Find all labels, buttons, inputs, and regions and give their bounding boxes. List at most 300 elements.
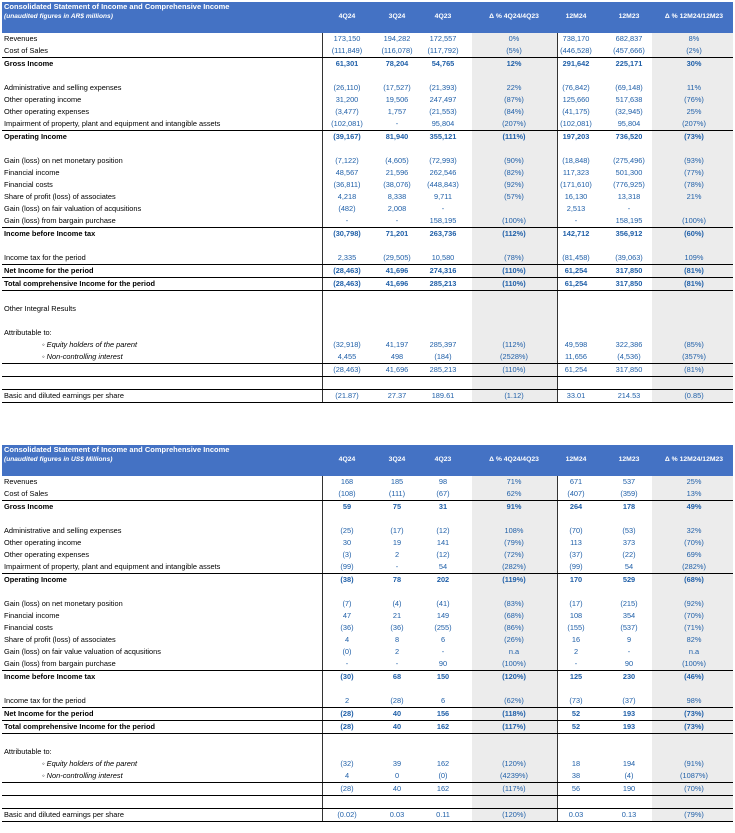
cell-0: (111,849): [331, 46, 363, 55]
cell-2: 54,765: [431, 59, 455, 68]
cell-1: 78,204: [385, 59, 409, 68]
cell-0: 59: [342, 502, 352, 511]
table-row: [2, 658, 733, 670]
cell-2: 95,804: [431, 119, 455, 128]
cell-2: -: [441, 647, 445, 656]
spacer-row: [2, 377, 733, 389]
table-row: [2, 488, 733, 500]
row-label: Net Income for the period: [4, 266, 94, 275]
cell-2: 262,546: [429, 168, 457, 177]
cell-3: (2528%): [500, 352, 528, 361]
cell-0: (28): [340, 709, 354, 718]
cell-6: (100%): [682, 216, 706, 225]
table-row: [2, 82, 733, 94]
cell-2: 158,195: [429, 216, 457, 225]
cell-3: (207%): [502, 119, 526, 128]
row-label: Gain (loss) from bargain purchase: [4, 659, 116, 668]
table-header: [2, 445, 733, 476]
cell-1: 1,757: [387, 107, 407, 116]
cell-2: 31: [438, 502, 448, 511]
row-label: Gross Income: [4, 59, 54, 68]
cell-1: 40: [392, 709, 402, 718]
row-label: ◦ Equity holders of the parent: [42, 340, 138, 349]
row-label: Financial income: [4, 168, 60, 177]
cell-2: (0): [438, 771, 448, 780]
cell-5: -: [627, 647, 631, 656]
cell-4: (99): [569, 562, 583, 571]
cell-5: 190: [622, 784, 636, 793]
cell-4: 38: [571, 771, 581, 780]
cell-4: 108: [569, 611, 583, 620]
cell-3: (119%): [502, 575, 526, 584]
table-row: [2, 500, 733, 513]
cell-4: 738,170: [562, 34, 590, 43]
table-row: [2, 45, 733, 57]
table-row: [2, 561, 733, 573]
cell-4: 117,323: [562, 168, 590, 177]
cell-6: (73%): [684, 722, 704, 731]
cell-1: 21,596: [385, 168, 409, 177]
cell-4: (155): [567, 623, 585, 632]
cell-3: 22%: [506, 83, 522, 92]
row-label: Income before Income tax: [4, 672, 96, 681]
table-row: [2, 598, 733, 610]
row-label: Other operating expenses: [4, 550, 90, 559]
column-header-1: 3Q24: [388, 456, 406, 463]
cell-3: n.a: [508, 647, 520, 656]
cell-6: (70%): [684, 784, 704, 793]
cell-0: (482): [338, 204, 356, 213]
cell-5: 682,837: [615, 34, 643, 43]
cell-5: (39,063): [615, 253, 643, 262]
table-row: [2, 389, 733, 403]
cell-3: (112%): [502, 229, 526, 238]
cell-4: (18,848): [562, 156, 590, 165]
spacer-row: [2, 683, 733, 695]
cell-4: 18: [571, 759, 581, 768]
cell-5: 194: [622, 759, 636, 768]
cell-0: (38): [340, 575, 354, 584]
cell-0: (99): [340, 562, 354, 571]
table-subtitle: (unaudited figures in US$ Millions): [4, 456, 113, 463]
cell-5: 178: [622, 502, 636, 511]
table-row: [2, 327, 733, 339]
row-label: Net Income for the period: [4, 709, 94, 718]
cell-4: 125: [569, 672, 583, 681]
cell-1: -: [395, 119, 399, 128]
cell-1: 39: [392, 759, 402, 768]
cell-1: 0.03: [389, 810, 405, 819]
table-row: [2, 215, 733, 227]
cell-5: 356,912: [615, 229, 643, 238]
cell-6: (70%): [684, 538, 704, 547]
cell-4: (76,842): [562, 83, 590, 92]
cell-1: -: [395, 216, 399, 225]
row-label: Revenues: [4, 34, 38, 43]
table-row: [2, 57, 733, 70]
table-row: [2, 179, 733, 191]
cell-1: 78: [392, 575, 402, 584]
cell-0: -: [345, 216, 349, 225]
cell-3: (86%): [504, 623, 524, 632]
cell-3: (110%): [502, 266, 526, 275]
cell-4: 61,254: [564, 365, 588, 374]
column-header-5: 12M23: [618, 456, 640, 463]
row-label: Financial income: [4, 611, 60, 620]
cell-1: (36): [390, 623, 404, 632]
cell-2: 0.11: [436, 810, 450, 819]
row-label: Cost of Sales: [4, 46, 48, 55]
cell-4: 291,642: [562, 59, 590, 68]
cell-4: -: [574, 659, 578, 668]
cell-0: (28): [340, 784, 354, 793]
cell-3: (120%): [502, 810, 526, 819]
cell-4: 61,254: [564, 266, 588, 275]
cell-2: 355,121: [429, 132, 457, 141]
cell-4: (41,175): [562, 107, 590, 116]
cell-5: 9: [626, 635, 632, 644]
cell-0: (3): [342, 550, 352, 559]
cell-3: (110%): [502, 365, 526, 374]
cell-6: 109%: [684, 253, 704, 262]
cell-2: 98: [438, 477, 448, 486]
row-label: Share of profit (loss) of associates: [4, 192, 116, 201]
cell-3: (92%): [504, 180, 524, 189]
cell-1: (17): [390, 526, 404, 535]
cell-6: (92%): [684, 599, 704, 608]
spacer-row: [2, 143, 733, 155]
row-label: Total comprehensive Income for the period: [4, 279, 155, 288]
cell-5: 230: [622, 672, 636, 681]
cell-5: 517,638: [615, 95, 643, 104]
row-label: ◦ Non-controlling interest: [42, 352, 123, 361]
cell-6: (81%): [684, 279, 704, 288]
cell-5: (69,148): [615, 83, 643, 92]
table-row: [2, 363, 733, 377]
cell-0: 2,335: [337, 253, 357, 262]
cell-4: 56: [571, 784, 581, 793]
cell-1: -: [395, 659, 399, 668]
cell-2: 149: [436, 611, 450, 620]
cell-1: 81,940: [385, 132, 409, 141]
cell-2: (21,553): [429, 107, 457, 116]
cell-6: (85%): [684, 340, 704, 349]
cell-0: (102,081): [331, 119, 363, 128]
cell-6: 25%: [686, 477, 702, 486]
table-row: [2, 264, 733, 277]
row-label: ◦ Non-controlling interest: [42, 771, 123, 780]
cell-6: (91%): [684, 759, 704, 768]
ars-income-statement-table: [2, 2, 733, 403]
cell-1: -: [395, 562, 399, 571]
cell-1: (4,605): [385, 156, 409, 165]
table-row: [2, 94, 733, 106]
cell-6: (71%): [684, 623, 704, 632]
cell-5: (776,925): [613, 180, 645, 189]
cell-6: (68%): [684, 575, 704, 584]
cell-5: 529: [622, 575, 636, 584]
cell-4: 2: [573, 647, 579, 656]
row-label: Basic and diluted earnings per share: [4, 391, 124, 400]
cell-3: (26%): [504, 635, 524, 644]
table-row: [2, 573, 733, 586]
cell-3: (62%): [504, 696, 524, 705]
cell-5: (4): [624, 771, 634, 780]
cell-0: 47: [342, 611, 352, 620]
cell-2: 285,213: [429, 279, 457, 288]
cell-6: (76%): [684, 95, 704, 104]
row-label: Operating Income: [4, 575, 67, 584]
spacer-row: [2, 734, 733, 746]
cell-4: 197,203: [562, 132, 590, 141]
cell-4: 11,656: [564, 352, 588, 361]
cell-6: (81%): [684, 266, 704, 275]
cell-0: (26,110): [333, 83, 361, 92]
cell-1: 19,506: [385, 95, 409, 104]
table-title: Consolidated Statement of Income and Comprehensive Income: [4, 2, 230, 11]
cell-5: 193: [622, 722, 636, 731]
cell-3: (112%): [502, 340, 526, 349]
cell-1: (111): [388, 489, 406, 498]
cell-5: (32,945): [615, 107, 643, 116]
cell-5: 225,171: [615, 59, 643, 68]
cell-3: 62%: [506, 489, 522, 498]
cell-3: (120%): [502, 672, 526, 681]
cell-1: 75: [392, 502, 402, 511]
cell-2: 202: [436, 575, 450, 584]
cell-5: 322,386: [615, 340, 643, 349]
cell-1: 71,201: [385, 229, 409, 238]
cell-4: 264: [569, 502, 583, 511]
cell-0: (0.02): [337, 810, 357, 819]
cell-5: 158,195: [615, 216, 643, 225]
cell-6: 11%: [686, 83, 702, 92]
cell-2: 189.61: [431, 391, 455, 400]
cell-0: (108): [338, 489, 356, 498]
cell-6: (100%): [682, 659, 706, 668]
cell-4: 125,660: [562, 95, 590, 104]
table-body: [2, 476, 733, 822]
cell-1: 27.37: [387, 391, 407, 400]
row-label: Operating Income: [4, 132, 67, 141]
spacer-row: [2, 291, 733, 303]
cell-0: (28,463): [333, 266, 361, 275]
cell-3: (117%): [502, 722, 526, 731]
cell-3: (72%): [504, 550, 524, 559]
cell-5: (22): [622, 550, 636, 559]
cell-4: (73): [569, 696, 583, 705]
column-header-2: 4Q23: [434, 13, 452, 20]
cell-4: (102,081): [560, 119, 592, 128]
row-label: Total comprehensive Income for the period: [4, 722, 155, 731]
cell-4: 61,254: [564, 279, 588, 288]
column-header-0: 4Q24: [338, 13, 356, 20]
table-row: [2, 476, 733, 488]
cell-2: 162: [436, 784, 450, 793]
cell-2: 162: [436, 722, 450, 731]
cell-4: (37): [569, 550, 583, 559]
cell-6: (81%): [684, 365, 704, 374]
table-row: [2, 808, 733, 822]
cell-0: (28,463): [333, 365, 361, 374]
cell-5: 54: [624, 562, 634, 571]
table-row: [2, 707, 733, 720]
column-header-3: Δ % 4Q24/4Q23: [489, 13, 539, 20]
cell-3: (117%): [502, 784, 526, 793]
cell-2: (448,843): [427, 180, 459, 189]
row-label: Gain (loss) on fair value valuation of acqusitions: [4, 647, 161, 656]
cell-3: (110%): [502, 279, 526, 288]
cell-1: 41,696: [385, 279, 409, 288]
table-row: [2, 191, 733, 203]
cell-0: (7,122): [335, 156, 359, 165]
table-row: [2, 167, 733, 179]
cell-3: (82%): [504, 168, 524, 177]
cell-4: -: [574, 216, 578, 225]
cell-2: (255): [434, 623, 452, 632]
cell-0: (21.87): [335, 391, 359, 400]
table-row: [2, 227, 733, 240]
cell-5: 317,850: [615, 279, 643, 288]
column-header-1: 3Q24: [388, 13, 406, 20]
cell-0: (32): [340, 759, 354, 768]
cell-0: (28,463): [333, 279, 361, 288]
cell-6: 98%: [686, 696, 702, 705]
table-row: [2, 758, 733, 770]
cell-1: (38,076): [383, 180, 411, 189]
cell-2: 141: [436, 538, 450, 547]
cell-2: 285,397: [429, 340, 457, 349]
table-row: [2, 130, 733, 143]
cell-4: (70): [569, 526, 583, 535]
column-header-6: Δ % 12M24/12M23: [664, 13, 724, 20]
cell-2: (12): [436, 526, 450, 535]
cell-3: 0%: [508, 34, 520, 43]
cell-3: (57%): [504, 192, 524, 201]
cell-6: (73%): [684, 132, 704, 141]
column-header-3: Δ % 4Q24/4Q23: [489, 456, 539, 463]
cell-5: 537: [622, 477, 636, 486]
table-row: [2, 720, 733, 734]
cell-6: (2%): [686, 46, 702, 55]
cell-6: (73%): [684, 709, 704, 718]
cell-4: 0.03: [568, 810, 584, 819]
cell-5: (275,496): [613, 156, 645, 165]
cell-1: 40: [392, 784, 402, 793]
cell-0: (39,167): [333, 132, 361, 141]
cell-3: (87%): [504, 95, 524, 104]
cell-2: (67): [436, 489, 450, 498]
cell-1: 40: [392, 722, 402, 731]
cell-3: (282%): [502, 562, 526, 571]
cell-6: (60%): [684, 229, 704, 238]
cell-3: 108%: [504, 526, 524, 535]
cell-3: (84%): [504, 107, 524, 116]
cell-4: (81,458): [562, 253, 590, 262]
cell-1: 2,008: [387, 204, 407, 213]
cell-2: 6: [440, 696, 446, 705]
cell-2: 150: [436, 672, 450, 681]
cell-6: (207%): [682, 119, 706, 128]
table-row: [2, 106, 733, 118]
cell-4: (446,528): [560, 46, 592, 55]
cell-3: (118%): [502, 709, 526, 718]
cell-2: (184): [434, 352, 452, 361]
cell-5: (537): [620, 623, 638, 632]
cell-5: 373: [622, 538, 636, 547]
row-label: Income tax for the period: [4, 253, 86, 262]
table-row: [2, 646, 733, 658]
cell-2: 172,557: [429, 34, 457, 43]
cell-0: (3,477): [335, 107, 359, 116]
cell-6: 21%: [686, 192, 702, 201]
row-label: Basic and diluted earnings per share: [4, 810, 124, 819]
cell-5: (4,536): [617, 352, 641, 361]
column-header-2: 4Q23: [434, 456, 452, 463]
cell-1: 41,696: [385, 266, 409, 275]
table-row: [2, 746, 733, 758]
table-row: [2, 782, 733, 796]
cell-3: (5%): [506, 46, 522, 55]
cell-3: 71%: [506, 477, 522, 486]
row-label: Attributable to:: [4, 747, 52, 756]
cell-2: 285,213: [429, 365, 457, 374]
row-label: Financial costs: [4, 623, 53, 632]
cell-0: 168: [340, 477, 354, 486]
cell-3: (79%): [504, 538, 524, 547]
table-row: [2, 203, 733, 215]
cell-1: 498: [390, 352, 404, 361]
column-header-4: 12M24: [565, 13, 587, 20]
cell-0: -: [345, 659, 349, 668]
cell-5: (53): [622, 526, 636, 535]
cell-6: 25%: [686, 107, 702, 116]
cell-4: (407): [567, 489, 585, 498]
cell-1: (4): [392, 599, 402, 608]
row-label: ◦ Equity holders of the parent: [42, 759, 138, 768]
cell-5: (37): [622, 696, 636, 705]
table-subtitle: (unaudited figures in AR$ millions): [4, 13, 113, 20]
spacer-row: [2, 513, 733, 525]
cell-4: 16,130: [564, 192, 588, 201]
cell-3: (90%): [504, 156, 524, 165]
cell-2: (117,792): [427, 46, 459, 55]
cell-2: 263,736: [429, 229, 457, 238]
cell-1: 194,282: [383, 34, 411, 43]
cell-1: (28): [390, 696, 404, 705]
cell-1: (17,527): [383, 83, 411, 92]
row-label: Other operating income: [4, 95, 82, 104]
spacer-row: [2, 70, 733, 82]
row-label: Other Integral Results: [4, 304, 76, 313]
cell-0: (28): [340, 722, 354, 731]
cell-1: 68: [392, 672, 402, 681]
row-label: Cost of Sales: [4, 489, 48, 498]
cell-1: 0: [394, 771, 400, 780]
table-row: [2, 155, 733, 167]
cell-2: 6: [440, 635, 446, 644]
cell-3: (78%): [504, 253, 524, 262]
cell-4: 671: [569, 477, 583, 486]
cell-1: 2: [394, 647, 400, 656]
cell-6: (93%): [684, 156, 704, 165]
cell-5: 193: [622, 709, 636, 718]
cell-1: 21: [392, 611, 402, 620]
cell-0: (0): [342, 647, 352, 656]
cell-0: (30): [340, 672, 354, 681]
table-row: [2, 33, 733, 45]
cell-4: 170: [569, 575, 583, 584]
